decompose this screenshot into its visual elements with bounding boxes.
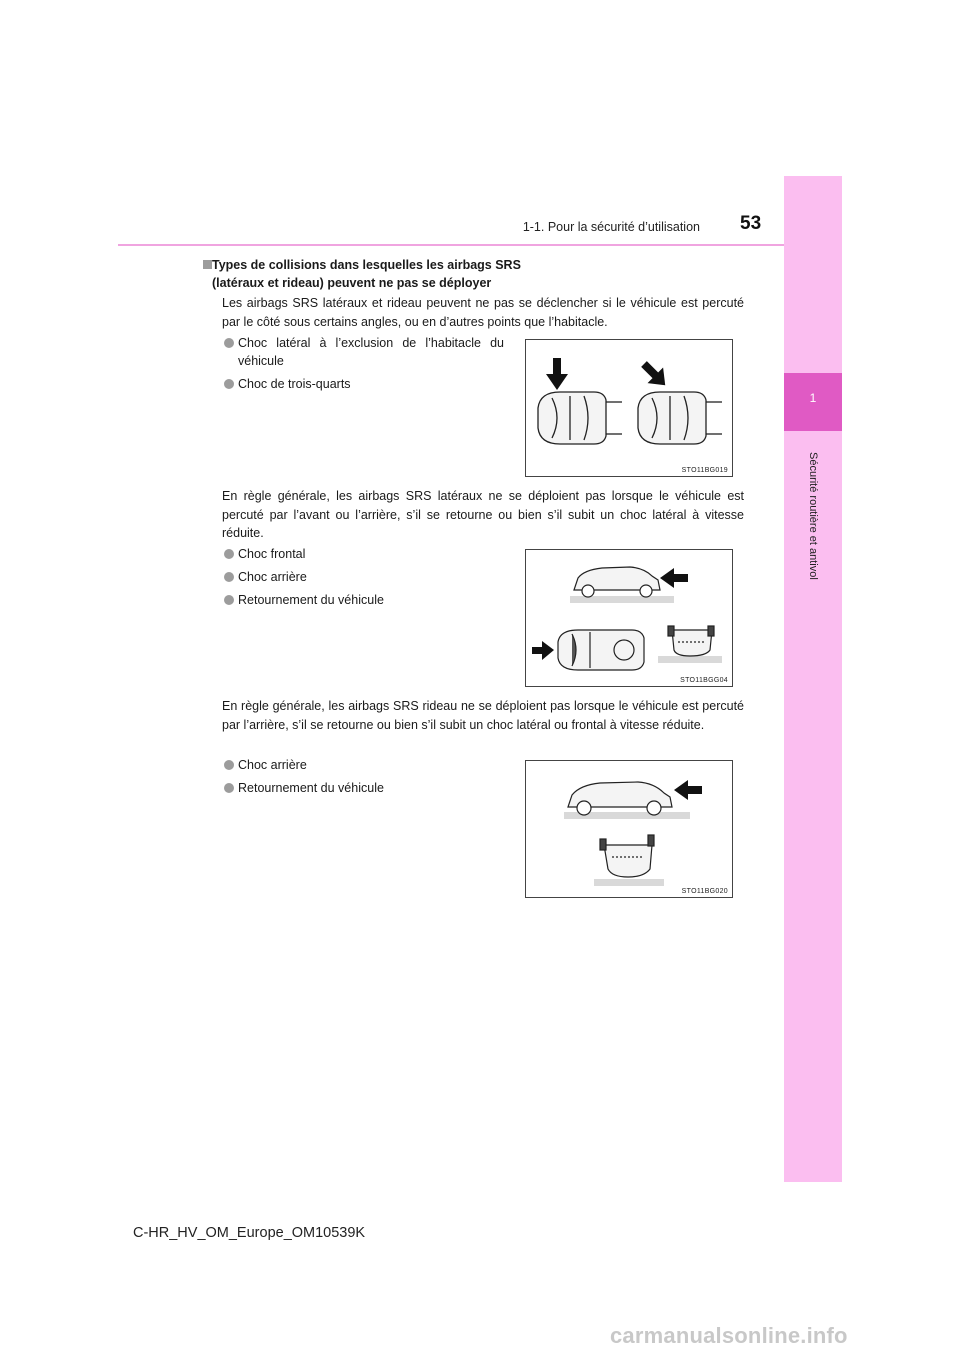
- section-heading: [212, 256, 752, 292]
- list-item: [224, 375, 504, 393]
- list-item: [224, 545, 504, 563]
- list-item-text: Choc latéral à l’exclusion de l’habitacle du véhicule: [238, 336, 504, 368]
- figure-side-impact: [525, 339, 733, 477]
- figure-code: STO11BG019: [681, 467, 728, 474]
- car-top-view-icon: [558, 630, 644, 670]
- side-impact-illustration: [526, 340, 732, 476]
- section-title: 1-1. Pour la sécurité d’utilisation: [522, 220, 700, 234]
- bullet-dot-icon: [224, 595, 234, 605]
- figure-code: STO11BGG04: [680, 677, 728, 684]
- bullet-dot-icon: [224, 572, 234, 582]
- car-side-view-icon: [574, 567, 660, 597]
- heading-square-icon: [203, 260, 212, 269]
- bullet-dot-icon: [224, 760, 234, 770]
- figure-rear-rollover: [525, 760, 733, 898]
- bullet-dot-icon: [224, 783, 234, 793]
- figure-front-rear-rollover: [525, 549, 733, 687]
- car-side-view-icon: [568, 782, 672, 815]
- paragraph-3: En règle générale, les airbags SRS rideau ne se déploient pas lorsque le véhicule est percuté par l’arrière, s’il se retourne ou bien s’il subit un choc latéral ou frontal à vitesse réduite.: [222, 699, 744, 732]
- list-item-text: Choc de trois-quarts: [238, 377, 351, 391]
- document-code: C-HR_HV_OM_Europe_OM10539K: [133, 1225, 366, 1241]
- impact-arrow-icon: [674, 780, 702, 800]
- chapter-number: 1: [809, 391, 817, 405]
- list-item: [224, 568, 504, 586]
- list-item-text: Choc frontal: [238, 547, 306, 561]
- list-item-text: Retournement du véhicule: [238, 781, 384, 795]
- watermark: carmanualsonline.info: [610, 1323, 848, 1348]
- list-item: [224, 591, 504, 609]
- list-item: [224, 334, 504, 370]
- list-item-text: Choc arrière: [238, 758, 307, 772]
- bullet-dot-icon: [224, 379, 234, 389]
- rear-rollover-illustration: [526, 761, 732, 897]
- chapter-side-tab: [784, 176, 842, 1182]
- header-divider: [118, 244, 784, 246]
- list-item-text: Retournement du véhicule: [238, 593, 384, 607]
- chapter-title: Sécurité routière et antivol: [807, 452, 819, 580]
- paragraph-1: Les airbags SRS latéraux et rideau peuvent ne pas se déclencher si le véhicule est percuté par le côté sous certains angles, ou en d’autres points que l’habitacle.: [222, 296, 744, 329]
- list-item: [224, 779, 504, 797]
- front-rear-rollover-illustration: [526, 550, 732, 686]
- impact-arrow-icon: [546, 358, 568, 390]
- car-top-view-icon: [638, 392, 722, 444]
- impact-arrow-icon: [660, 568, 688, 588]
- bullet-dot-icon: [224, 338, 234, 348]
- list-item-text: Choc arrière: [238, 570, 307, 584]
- figure-code: STO11BG020: [681, 888, 728, 895]
- list-item: [224, 756, 504, 774]
- car-top-view-icon: [538, 392, 622, 444]
- paragraph-2: En règle générale, les airbags SRS latéraux ne se déploient pas lorsque le véhicule est percuté par l’avant ou l’arrière, s’il se retourne ou bien s’il subit un choc latéral à vitesse réduite.: [222, 489, 744, 540]
- bullet-dot-icon: [224, 549, 234, 559]
- car-rollover-icon: [600, 835, 654, 877]
- page-number: 53: [740, 213, 762, 234]
- impact-arrow-icon: [636, 356, 673, 393]
- heading-line-2: (latéraux et rideau) peuvent ne pas se déployer: [212, 276, 492, 290]
- car-rollover-icon: [668, 626, 714, 656]
- impact-arrow-icon: [532, 641, 554, 660]
- heading-line-1: Types de collisions dans lesquelles les airbags SRS: [212, 258, 521, 272]
